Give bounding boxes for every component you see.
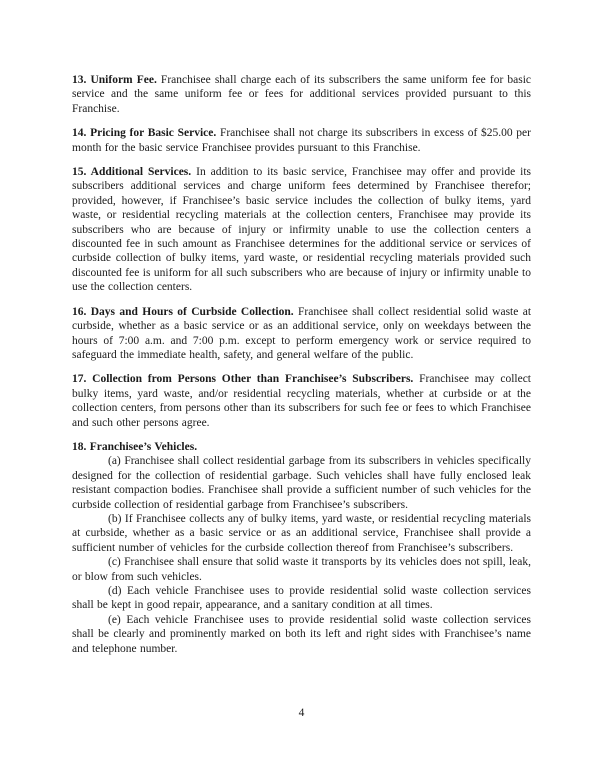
section-14-body: Franchisee shall not charge its subscribers in excess of $25.00 per month for the basic service Franchisee provides pursuant to this Franchise.	[72, 127, 531, 154]
section-15-body: In addition to its basic service, Franchisee may offer and provide its subscribers additional services and charge uniform fees determined by Franchisee therefor; provided, however, if Franchisee’s basic service includes the collection of bulky items, yard waste, or residential recycling materials at the collection centers, Franchisee may provide its subscribers who are because of injury or infirmity unable to use the collection centers a discounted fee in such amount as Franchisee determines for the additional service or services of curbside collection of bulky items, yard waste, or residential recycling materials provided such discounted fee is uniform for all such subscribers who are because of injury or infirmity unable to use the collection centers.	[72, 166, 531, 294]
document-text	[72, 73, 531, 656]
section-18-sub-c: (c) Franchisee shall ensure that solid waste it transports by its vehicles does not spill, leak, or blow from such vehicles.	[72, 556, 531, 583]
section-18-sub-d: (d) Each vehicle Franchisee uses to provide residential solid waste collection services shall be kept in good repair, appearance, and a sanitary condition at all times.	[72, 585, 531, 612]
section-18-sub-a: (a) Franchisee shall collect residential garbage from its subscribers in vehicles specifically designed for the collection of residential garbage. Such vehicles shall have fully enclosed leak resistant compaction bodies. Franchisee shall provide a sufficient number of such vehicles for the curbside collection of residential garbage from Franchisee’s subscribers.	[72, 455, 531, 511]
section-14-heading: 14. Pricing for Basic Service.	[72, 127, 217, 140]
section-16	[72, 305, 531, 363]
section-13-heading: 13. Uniform Fee.	[72, 74, 157, 86]
section-13-body: Franchisee shall charge each of its subscribers the same uniform fee for basic service and the same uniform fee or fees for additional services provided pursuant to this Franchise.	[72, 74, 531, 115]
section-18-heading: 18. Franchisee’s Vehicles.	[72, 440, 198, 453]
section-17-body: Franchisee may collect bulky items, yard waste, and/or residential recycling materials, whether at curbside or at the collection centers, from persons other than its subscribers for such fee or fees to which Franchisee and such other persons agree.	[72, 373, 531, 429]
section-17-heading: 17. Collection from Persons Other than Franchisee’s Subscribers.	[72, 373, 414, 386]
section-17	[72, 372, 531, 430]
section-18-sub-e: (e) Each vehicle Franchisee uses to provide residential solid waste collection services shall be clearly and prominently marked on both its left and right sides with Franchisee’s name and telephone number.	[72, 613, 531, 655]
section-18-sub-b: (b) If Franchisee collects any of bulky items, yard waste, or residential recycling materials at curbside, whether as a basic service or as an additional service, Franchisee shall provide a sufficient number of vehicles for the curbside collection thereof from Franchisee’s subscribers.	[72, 512, 531, 554]
section-16-body: Franchisee shall collect residential solid waste at curbside, whether as a basic service or as an additional service, only on weekdays between the hours of 7:00 a.m. and 7:00 p.m. except to perform emergency work or service required to safeguard the immediate health, safety, and general welfare of the public.	[72, 305, 532, 361]
section-15	[72, 165, 531, 295]
section-14	[72, 126, 531, 155]
section-16-heading: 16. Days and Hours of Curbside Collection.	[72, 305, 294, 318]
section-15-heading: 15. Additional Services.	[72, 166, 192, 179]
section-13	[72, 73, 531, 116]
page-number: 4	[298, 707, 305, 719]
